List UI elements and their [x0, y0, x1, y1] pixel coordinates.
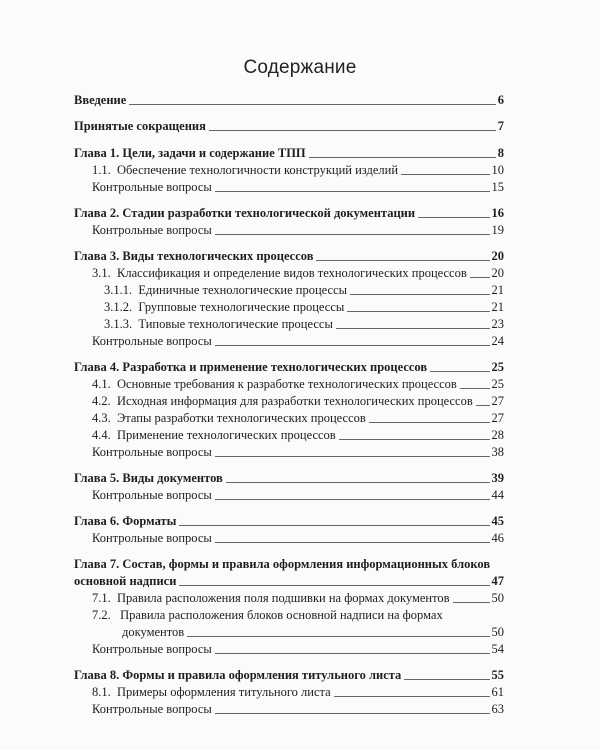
leader-dots	[430, 370, 489, 372]
toc-label: Глава 4. Разработка и применение технологических процессов	[74, 360, 428, 374]
toc-entry-section-7-2-line2[interactable]	[122, 624, 504, 640]
toc-entry-section-3-1-2[interactable]	[104, 299, 504, 315]
toc-page-number: 27	[491, 411, 504, 425]
toc-label: Контрольные вопросы	[92, 180, 212, 194]
toc-label: Контрольные вопросы	[92, 702, 212, 716]
toc-page-number: 38	[491, 445, 504, 459]
leader-dots	[215, 498, 490, 500]
leader-dots	[309, 156, 496, 158]
toc-entry-questions-ch6[interactable]	[92, 530, 504, 546]
toc-entry-chapter-3[interactable]	[74, 248, 504, 264]
toc-page-number: 25	[491, 360, 504, 374]
leader-dots	[350, 293, 489, 295]
toc-page-number: 25	[491, 377, 504, 391]
leader-dots	[336, 327, 490, 329]
toc-page-number: 39	[491, 471, 504, 485]
toc-page-number: 61	[491, 685, 504, 699]
toc-label: Типовые технологические процессы	[138, 317, 333, 331]
toc-entry-chapter-6[interactable]	[74, 513, 504, 529]
toc-section-number: 3.1.3.	[104, 317, 133, 331]
leader-dots	[215, 344, 490, 346]
leader-dots	[369, 421, 490, 423]
toc-label: Классификация и определение видов технологических процессов	[117, 266, 467, 280]
toc-entry-chapter-7-line2[interactable]	[74, 573, 504, 589]
toc-entry-questions-ch5[interactable]	[92, 487, 504, 503]
toc-label: основной надписи	[74, 574, 177, 588]
toc-label: Глава 8. Формы и правила оформления титульного листа	[74, 668, 402, 682]
toc-label: Групповые технологические процессы	[138, 300, 345, 314]
toc-page-number: 6	[497, 93, 504, 107]
toc-entry-chapter-7-line1[interactable]	[74, 556, 504, 572]
toc-entry-section-3-1-3[interactable]	[104, 316, 504, 332]
leader-dots	[316, 259, 489, 261]
toc-page-number: 47	[491, 574, 504, 588]
leader-dots	[476, 404, 490, 406]
toc-label: Глава 7. Состав, формы и правила оформления информационных блоков	[74, 557, 491, 571]
leader-dots	[470, 276, 490, 278]
toc-entry-section-4-4[interactable]	[92, 427, 504, 443]
toc-label: Контрольные вопросы	[92, 223, 212, 237]
toc-entry-introduction[interactable]	[74, 92, 504, 108]
toc-label: документов	[122, 625, 185, 639]
toc-page-number: 20	[491, 266, 504, 280]
toc-label: Этапы разработки технологических процессов	[117, 411, 366, 425]
toc-page-number: 21	[491, 283, 504, 297]
toc-label: Глава 6. Форматы	[74, 514, 177, 528]
toc-entry-section-4-2[interactable]	[92, 393, 504, 409]
leader-dots	[226, 481, 490, 483]
toc-label: Принятые сокращения	[74, 119, 206, 133]
toc-section-number: 3.1.2.	[104, 300, 133, 314]
leader-dots	[129, 103, 495, 105]
leader-dots	[179, 524, 489, 526]
toc-entry-questions-ch4[interactable]	[92, 444, 504, 460]
toc-entry-chapter-4[interactable]	[74, 359, 504, 375]
toc-label: Введение	[74, 93, 127, 107]
toc-page-number: 46	[491, 531, 504, 545]
leader-dots	[334, 695, 490, 697]
toc-entry-section-4-1[interactable]	[92, 376, 504, 392]
toc-label: Контрольные вопросы	[92, 488, 212, 502]
leader-dots	[453, 601, 490, 603]
toc-section-number: 3.1.	[92, 266, 111, 280]
toc-entry-section-7-1[interactable]	[92, 590, 504, 606]
toc-page-number: 54	[491, 642, 504, 656]
leader-dots	[215, 652, 490, 654]
toc-entry-chapter-1[interactable]	[74, 145, 504, 161]
toc-entry-section-8-1[interactable]	[92, 684, 504, 700]
toc-page-number: 7	[497, 119, 504, 133]
toc-label: Контрольные вопросы	[92, 531, 212, 545]
toc-label: Глава 1. Цели, задачи и содержание ТПП	[74, 146, 306, 160]
leader-dots	[215, 233, 490, 235]
toc-section-number: 4.2.	[92, 394, 111, 408]
toc-entry-section-7-2-line1[interactable]	[92, 607, 504, 623]
toc-label: Контрольные вопросы	[92, 445, 212, 459]
toc-section-number: 4.1.	[92, 377, 111, 391]
toc-label: Правила расположения блоков основной надписи на формах	[120, 608, 443, 622]
leader-dots	[418, 216, 489, 218]
toc-section-number: 3.1.1.	[104, 283, 133, 297]
leader-dots	[460, 387, 490, 389]
toc-label: Глава 3. Виды технологических процессов	[74, 249, 314, 263]
toc-page-number: 8	[497, 146, 504, 160]
toc-section-number: 7.2.	[92, 608, 111, 622]
leader-dots	[187, 635, 489, 637]
toc-page-number: 23	[491, 317, 504, 331]
toc-label: Контрольные вопросы	[92, 642, 212, 656]
leader-dots	[215, 541, 490, 543]
toc-page-number: 45	[491, 514, 504, 528]
toc-page-number: 27	[491, 394, 504, 408]
toc-label: Обеспечение технологичности конструкций изделий	[117, 163, 399, 177]
leader-dots	[404, 678, 489, 680]
toc-entry-section-4-3[interactable]	[92, 410, 504, 426]
leader-dots	[215, 190, 490, 192]
toc-page-number: 16	[491, 206, 504, 220]
toc-entry-chapter-5[interactable]	[74, 470, 504, 486]
toc-section-number: 7.1.	[92, 591, 111, 605]
toc-entry-abbreviations[interactable]	[74, 118, 504, 134]
toc-entry-section-3-1-1[interactable]	[104, 282, 504, 298]
toc-label: Единичные технологические процессы	[138, 283, 348, 297]
toc-page-number: 24	[491, 334, 504, 348]
toc-section-number: 4.4.	[92, 428, 111, 442]
leader-dots	[401, 173, 489, 175]
toc-entry-section-3-1[interactable]	[92, 265, 504, 281]
toc-page-number: 63	[491, 702, 504, 716]
toc-page-number: 44	[491, 488, 504, 502]
toc-page-number: 55	[491, 668, 504, 682]
toc-page-number: 21	[491, 300, 504, 314]
toc-label: Правила расположения поля подшивки на формах документов	[117, 591, 450, 605]
toc-entry-chapter-2[interactable]	[74, 205, 504, 221]
page-title: Содержание	[243, 57, 357, 78]
toc-page-number: 19	[491, 223, 504, 237]
toc-label: Глава 5. Виды документов	[74, 471, 223, 485]
toc-entry-questions-ch8[interactable]	[92, 701, 504, 717]
leader-dots	[179, 584, 489, 586]
toc-label: Контрольные вопросы	[92, 334, 212, 348]
toc-page-number: 10	[491, 163, 504, 177]
toc-label: Применение технологических процессов	[117, 428, 336, 442]
toc-page-number: 50	[491, 591, 504, 605]
toc-entry-questions-ch3[interactable]	[92, 333, 504, 349]
toc-label: Глава 2. Стадии разработки технологической документации	[74, 206, 416, 220]
toc-page-number: 50	[491, 625, 504, 639]
toc-label: Примеры оформления титульного листа	[117, 685, 331, 699]
toc-section-number: 4.3.	[92, 411, 111, 425]
leader-dots	[215, 712, 490, 714]
toc-page-number: 28	[491, 428, 504, 442]
toc-section-number: 1.1.	[92, 163, 111, 177]
toc-entry-chapter-8[interactable]	[74, 667, 504, 683]
leader-dots	[209, 129, 496, 131]
toc-page-number: 15	[491, 180, 504, 194]
toc-section-number: 8.1.	[92, 685, 111, 699]
toc-entry-questions-ch1[interactable]	[92, 179, 504, 195]
leader-dots	[339, 438, 490, 440]
toc-entry-questions-ch2[interactable]	[92, 222, 504, 238]
toc-entry-section-1-1[interactable]	[92, 162, 504, 178]
toc-label: Основные требования к разработке технологических процессов	[117, 377, 457, 391]
toc-label: Исходная информация для разработки технологических процессов	[117, 394, 473, 408]
toc-entry-questions-ch7[interactable]	[92, 641, 504, 657]
leader-dots	[347, 310, 489, 312]
leader-dots	[215, 455, 490, 457]
toc-page-number: 20	[491, 249, 504, 263]
